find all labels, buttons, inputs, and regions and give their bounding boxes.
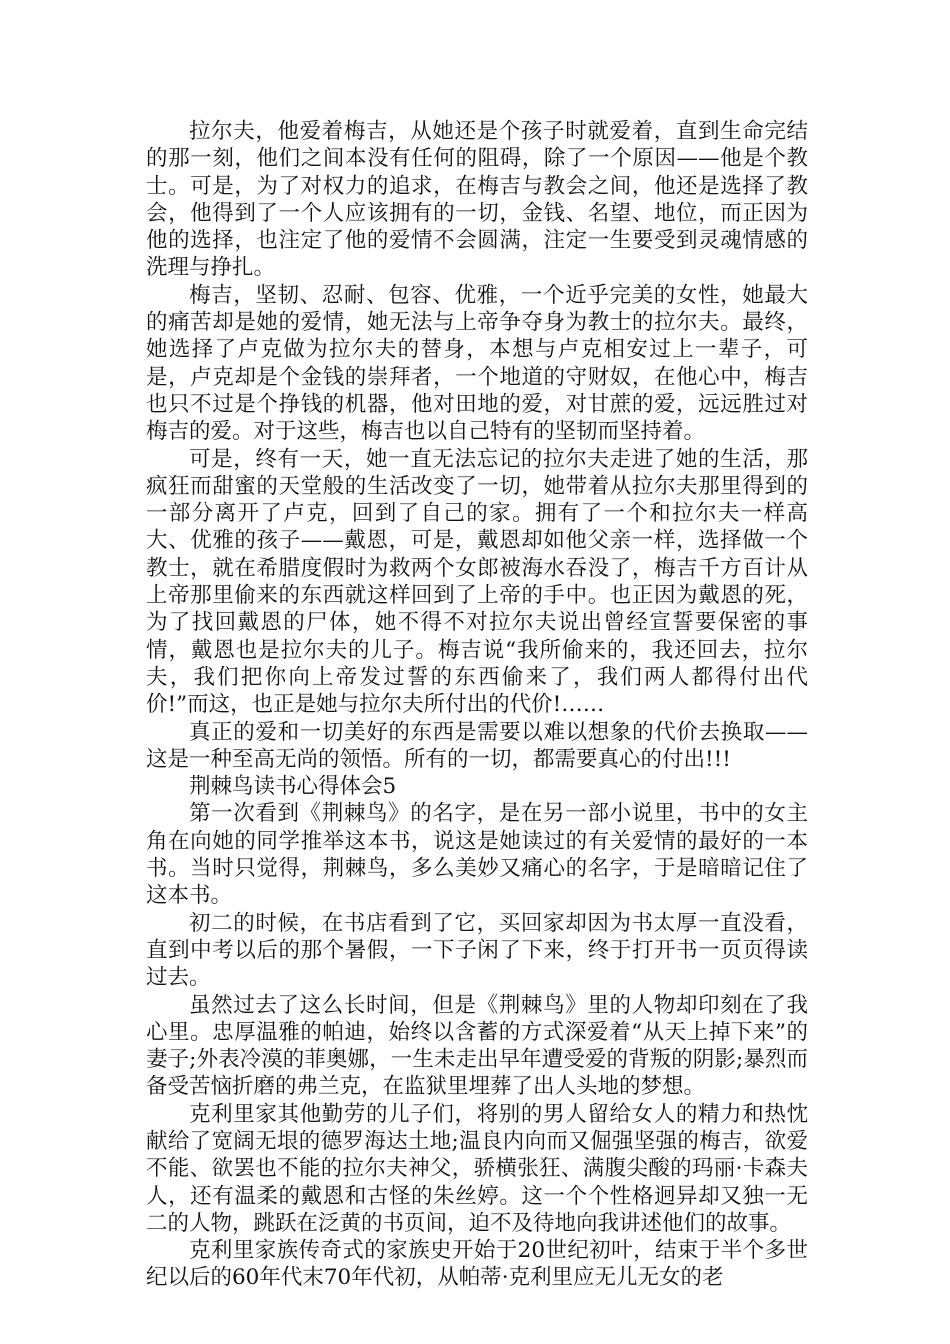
paragraph-meggie: 梅吉，坚韧、忍耐、包容、优雅，一个近乎完美的女性，她最大的痛苦却是她的爱情，她无法与上帝争夺身为教士的拉尔夫。最终，她选择了卢克做为拉尔夫的替身，本想与卢克相安过上一辈子，可是，卢克却是个金钱的崇拜者，一个地道的守财奴，在他心中，梅吉也只不过是个挣钱的机器，他对田地的爱，对甘蔗的爱，远远胜过对梅吉的爱。对于这些，梅吉也以自己特有的坚韧而坚持着。 — [146, 282, 808, 445]
section-heading: 荆棘鸟读书心得体会5 — [189, 774, 397, 800]
paragraph-grade-two: 初二的时候，在书店看到了它，买回家却因为书太厚一直没看，直到中考以后的那个暑假，一下子闲了下来，终于打开书一页页得读过去。 — [146, 910, 808, 991]
paragraph-ralph: 拉尔夫，他爱着梅吉，从她还是个孩子时就爱着，直到生命完结的那一刻，他们之间本没有任何的阻碍，除了一个原因——他是个教士。可是，为了对权力的追求，在梅吉与教会之间，他还是选择了教会，他得到了一个人应该拥有的一切，金钱、名望、地位，而正因为他的选择，也注定了他的爱情不会圆满，注定一生要受到灵魂情感的洗理与挣扎。 — [146, 119, 808, 281]
paragraph-first-read: 第一次看到《荆棘鸟》的名字，是在另一部小说里，书中的女主角在向她的同学推举这本书，说这是她读过的有关爱情的最好的一本书。当时只觉得，荆棘鸟，多么美妙又痛心的名字，于是暗暗记住了这本书。 — [146, 801, 808, 909]
paragraph-true-love: 真正的爱和一切美好的东西是需要以难以想象的代价去换取——这是一种至高无尚的领悟。所有的一切，都需要真心的付出!!! — [146, 719, 808, 772]
paragraph-family-history: 克利里家族传奇式的家族史开始于20世纪初叶，结束于半个多世纪以后的60年代末70年代初，从帕蒂·克利里应无儿无女的老 — [146, 1238, 808, 1291]
paragraph-cleary-sons: 克利里家其他勤劳的儿子们，将别的男人留给女人的精力和热忱献给了宽阔无垠的德罗海达土地;温良内向而又倔强坚强的梅吉，欲爱不能、欲罢也不能的拉尔夫神父，骄横张狂、满腹尖酸的玛丽·卡森夫人，还有温柔的戴恩和古怪的朱丝婷。这一个个性格迥异却又独一无二的人物，跳跃在泛黄的书页间，迫不及待地向我讲述他们的故事。 — [146, 1101, 808, 1236]
paragraph-dane: 可是，终有一天，她一直无法忘记的拉尔夫走进了她的生活，那疯狂而甜蜜的天堂般的生活改变了一切，她带着从拉尔夫那里得到的一部分离开了卢克，回到了自己的家。拥有了一个和拉尔夫一样高大、优雅的孩子——戴恩，可是，戴恩却如他父亲一样，选择做一个教士，就在希腊度假时为救两个女郎被海水吞没了，梅吉千方百计从上帝那里偷来的东西就这样回到了上帝的手中。也正因为戴恩的死，为了找回戴恩的尸体，她不得不对拉尔夫说出曾经宣誓要保密的事情，戴恩也是拉尔夫的儿子。梅吉说“我所偷来的，我还回去，拉尔夫，我们把你向上帝发过誓的东西偷来了，我们两人都得付出代价!”而这，也正是她与拉尔夫所付出的代价!…… — [146, 446, 808, 718]
paragraph-characters: 虽然过去了这么长时间，但是《荆棘鸟》里的人物却印刻在了我心里。忠厚温雅的帕迪，始终以含蓄的方式深爱着“从天上掉下来”的妻子;外表冷漠的菲奥娜，一生未走出早年遭受爱的背叛的阴影;暴烈而备受苦恼折磨的弗兰克，在监狱里埋葬了出人头地的梦想。 — [146, 992, 808, 1100]
document-page — [146, 118, 808, 1292]
